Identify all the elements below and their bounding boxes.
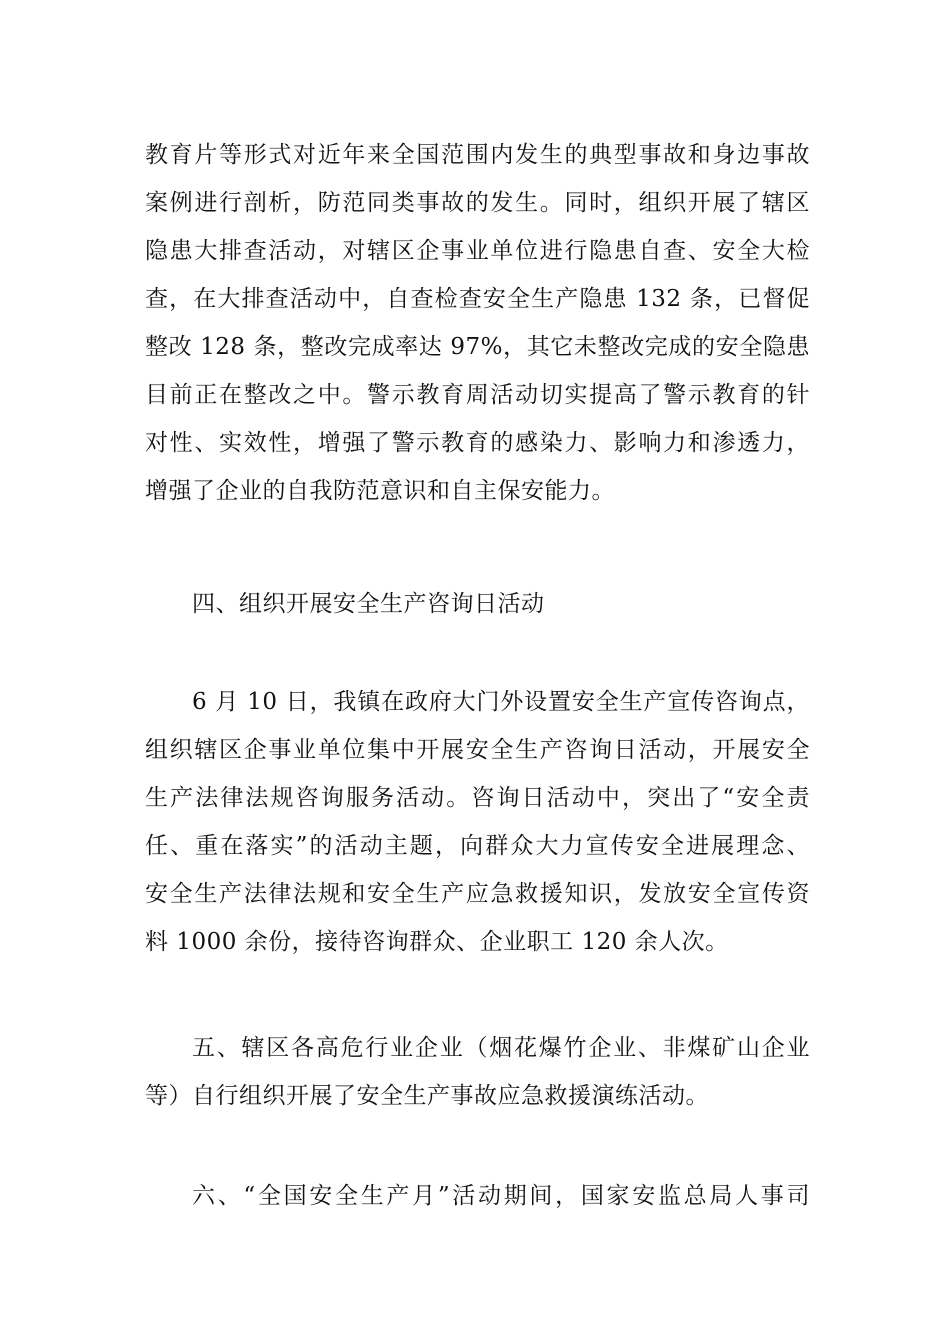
text-line: 增强了企业的自我防范意识和自主保安能力。 — [145, 478, 615, 504]
text-line: 组织辖区企事业单位集中开展安全生产咨询日活动，开展安全 — [145, 737, 810, 763]
text-line: 隐患大排查活动，对辖区企事业单位进行隐患自查、安全大检 — [145, 238, 810, 264]
paragraph-body-3 — [145, 1024, 810, 1120]
text-line: 料 1000 余份，接待咨询群众、企业职工 120 余人次。 — [145, 929, 729, 955]
text-line: 安全生产法律法规和安全生产应急救援知识，发放安全宣传资 — [145, 881, 810, 907]
text-line: 目前正在整改之中。警示教育周活动切实提高了警示教育的针 — [145, 382, 810, 408]
text-line: 查，在大排查活动中，自查检查安全生产隐患 132 条，已督促 — [145, 286, 810, 312]
section-heading-4 — [145, 580, 810, 628]
paragraph-body-4 — [145, 1172, 810, 1220]
text-line: 六、“全国安全生产月”活动期间，国家安监总局人事司 — [192, 1183, 810, 1209]
text-line: 教育片等形式对近年来全国范围内发生的典型事故和身边事故 — [145, 142, 810, 168]
paragraph-body-2 — [145, 678, 810, 966]
text-line: 生产法律法规咨询服务活动。咨询日活动中，突出了“安全责 — [145, 785, 810, 811]
text-line: 任、重在落实”的活动主题，向群众大力宣传安全进展理念、 — [145, 833, 810, 859]
text-line: 等）自行组织开展了安全生产事故应急救援演练活动。 — [145, 1083, 709, 1109]
text-line: 五、辖区各高危行业企业（烟花爆竹企业、非煤矿山企业 — [192, 1035, 810, 1061]
text-line: 整改 128 条，整改完成率达 97%，其它未整改完成的安全隐患 — [145, 334, 810, 360]
text-line: 6 月 10 日，我镇在政府大门外设置安全生产宣传咨询点， — [192, 689, 810, 715]
text-line: 案例进行剖析，防范同类事故的发生。同时，组织开展了辖区 — [145, 190, 810, 216]
text-line: 对性、实效性，增强了警示教育的感染力、影响力和渗透力， — [145, 430, 810, 456]
heading-text: 四、组织开展安全生产咨询日活动 — [192, 591, 545, 617]
paragraph-body-1 — [145, 131, 810, 515]
